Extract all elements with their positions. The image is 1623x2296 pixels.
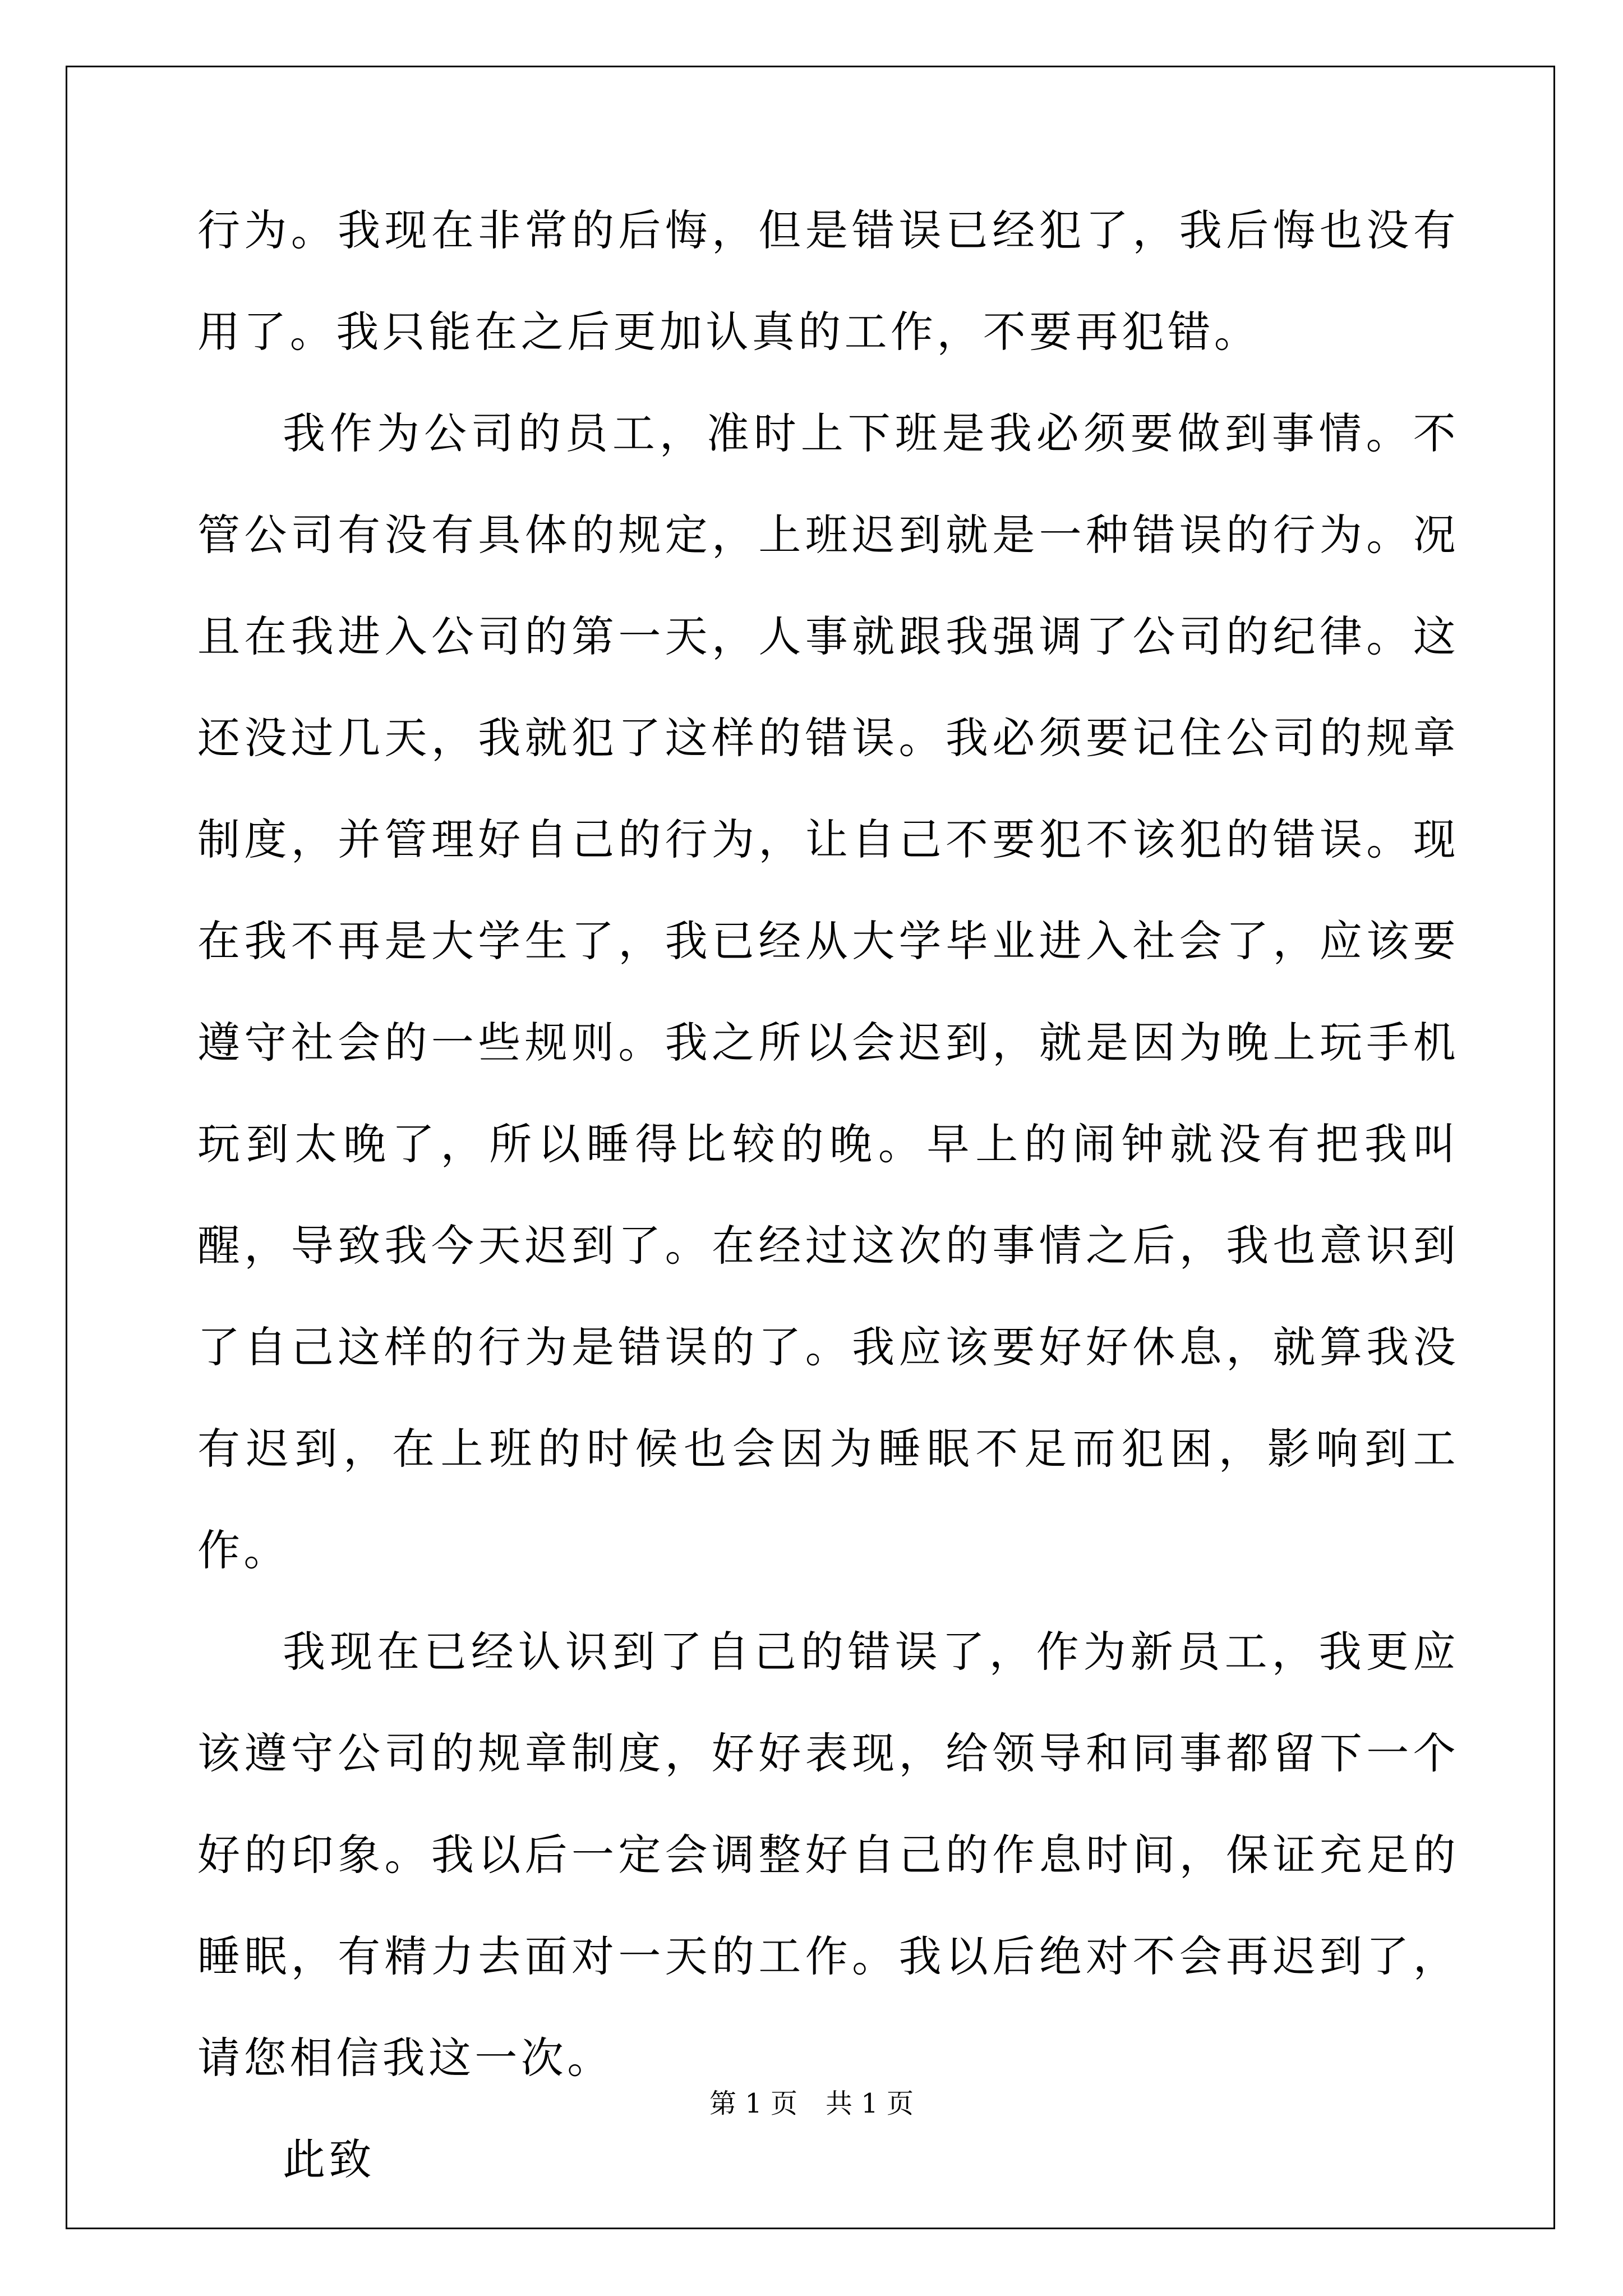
document-body (197, 180, 1459, 2210)
page-footer (0, 2087, 1623, 2120)
closing-salutation: 此致 (283, 2134, 375, 2184)
paragraph-1: 行为。我现在非常的后悔，但是错误已经犯了，我后悔也没有用了。我只能在之后更加认真的工作，不要再犯错。 (197, 205, 1459, 357)
paragraph-3: 我现在已经认识到了自己的错误了，作为新员工，我更应该遵守公司的规章制度，好好表现，给领导和同事都留下一个好的印象。我以后一定会调整好自己的作息时间，保证充足的睡眠，有精力去面对一天的工作。我以后绝对不会再迟到了，请您相信我这一次。 (197, 1627, 1459, 2083)
paragraph-2: 我作为公司的员工，准时上下班是我必须要做到事情。不管公司有没有具体的规定，上班迟到就是一种错误的行为。况且在我进入公司的第一天，人事就跟我强调了公司的纪律。这还没过几天，我就犯了这样的错误。我必须要记住公司的规章制度，并管理好自己的行为，让自己不要犯不该犯的错误。现在我不再是大学生了，我已经从大学毕业进入社会了，应该要遵守社会的一些规则。我之所以会迟到，就是因为晚上玩手机玩到太晚了，所以睡得比较的晚。早上的闹钟就没有把我叫醒，导致我今天迟到了。在经过这次的事情之后，我也意识到了自己这样的行为是错误的了。我应该要好好休息，就算我没有迟到，在上班的时候也会因为睡眠不足而犯困，影响到工作。 (197, 408, 1459, 1575)
page-number: 第 1 页 (709, 2088, 797, 2119)
page-total: 共 1 页 (826, 2088, 914, 2119)
